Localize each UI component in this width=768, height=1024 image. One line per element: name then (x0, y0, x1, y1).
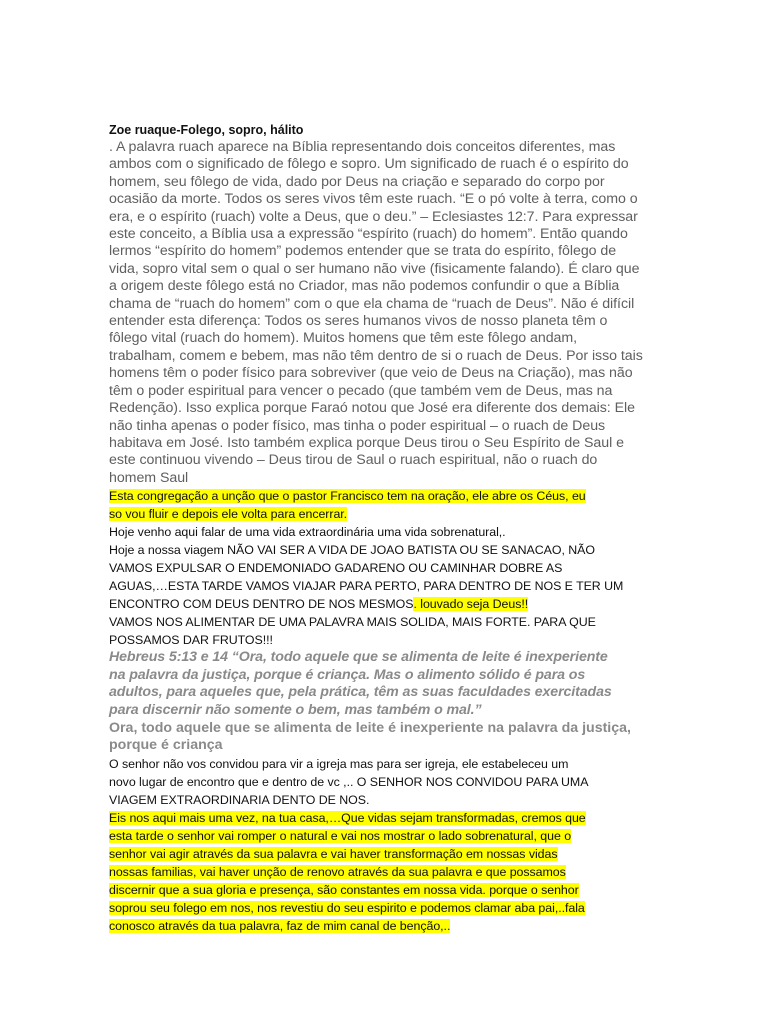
highlighted-line: Eis nos aqui mais uma vez, na tua casa,…Que vidas sejam transformadas, cremos que (109, 810, 586, 825)
quote-ora (109, 720, 661, 755)
text-line: AGUAS,…ESTA TARDE VAMOS VIAJAR PARA PERTO, PARA DENTRO DE NOS E TER UM (109, 579, 624, 594)
intro-line: têm o poder espiritual para vencer o pecado (que também vem de Deus, mas na (109, 382, 613, 399)
bible-quote-hebreus (109, 649, 661, 719)
text-line: VAMOS NOS ALIMENTAR DE UMA PALAVRA MAIS SOLIDA, MAIS FORTE. PARA QUE (109, 615, 596, 630)
text-line: VAMOS EXPULSAR O ENDEMONIADO GADARENO OU CAMINHAR DOBRE AS (109, 561, 563, 576)
highlight-paragraph-2 (109, 809, 661, 935)
intro-line: fôlego vital (ruach do homem). Muitos homens que têm este fôlego andam, (109, 330, 578, 347)
highlighted-line: soprou seu folego em nos, nos revestiu do seu espirito e podemos clamar aba pai,..fala (109, 900, 585, 915)
paragraph-hoje-1 (109, 523, 661, 541)
quote-line: adultos, para aqueles que, pela prática, têm as suas faculdades exercitadas (109, 684, 612, 701)
text-line: novo lugar de encontro que e dentro de vc ,.. O SENHOR NOS CONVIDOU PARA UMA (109, 774, 589, 789)
document-body (109, 122, 661, 935)
intro-line: homem Saul (109, 469, 189, 486)
text-line: POSSAMOS DAR FRUTOS!!! (109, 633, 273, 648)
intro-line: trabalham, comem e bebem, mas não têm dentro de si o ruach de Deus. Por isso tais (109, 347, 643, 364)
quote-line: para discernir não somente o bem, mas também o mal.” (109, 701, 482, 718)
quote-line: Ora, todo aquele que se alimenta de leite é inexperiente na palavra da justiça, (109, 719, 631, 736)
text-line: Hoje venho aqui falar de uma vida extraordinária uma vida sobrenatural,. (109, 525, 506, 540)
intro-line: a origem deste fôlego está no Criador, mas não podemos confundir o que a Bíblia (109, 278, 620, 295)
highlighted-line: so vou fluir e depois ele volta para encerrar. (109, 507, 348, 522)
text-line: ENCONTRO COM DEUS DENTRO DE NOS MESMOS (109, 597, 414, 612)
intro-line: chama de “ruach do homem” com o que ela chama de “ruach de Deus”. Não é difícil (109, 295, 635, 312)
text-line: O senhor não vos convidou para vir a igreja mas para ser igreja, ele estabeleceu um (109, 756, 569, 771)
paragraph-viagem (109, 541, 661, 613)
quote-line: porque é criança (109, 737, 223, 754)
intro-line: Redenção). Isso explica porque Faraó notou que José era diferente dos demais: Ele (109, 400, 635, 417)
text-line: Hoje a nossa viagem NÃO VAI SER A VIDA DE JOAO BATISTA OU SE SANACAO, NÃO (109, 543, 595, 558)
intro-line: habitava em José. Isto também explica porque Deus tirou o Seu Espírito de Saul e (109, 434, 624, 451)
intro-line: homem, seu fôlego de vida, dado por Deus na criação e separado do corpo por (109, 173, 605, 190)
intro-line: lermos “espírito do homem” podemos entender que se trata do espírito, fôlego de (109, 243, 617, 260)
intro-paragraph (109, 139, 661, 487)
text-line: VIAGEM EXTRAORDINARIA DENTO DE NOS. (109, 792, 370, 807)
intro-line: vida, sopro vital sem o qual o ser humano não vive (fisicamente falando). É claro que (109, 260, 640, 277)
intro-line: este continuou vivendo – Deus tirou de Saul o ruach espiritual, não o ruach do (109, 452, 598, 469)
highlighted-phrase: . louvado seja Deus!! (413, 597, 529, 612)
highlighted-line: nossas familias, vai haver unção de renovo através da sua palavra e que possamos (109, 864, 566, 879)
intro-line: não tinha apenas o poder físico, mas tinha o poder espiritual – o ruach de Deus (109, 417, 606, 434)
intro-line: este conceito, a Bíblia usa a expressão “espírito (ruach) do homem”. Então quando (109, 226, 628, 243)
document-title: Zoe ruaque-Folego, sopro, hálito (109, 123, 304, 137)
quote-line: na palavra da justiça, porque é criança. Mas o alimento sólido é para os (109, 666, 586, 683)
highlighted-line: discernir que a sua gloria e presença, são constantes em nossa vida. porque o senhor (109, 882, 579, 897)
intro-line: ambos com o significado de fôlego e sopro. Um significado de ruach é o espírito do (109, 156, 629, 173)
highlighted-line: Esta congregação a unção que o pastor Francisco tem na oração, ele abre os Céus, eu (109, 489, 586, 504)
highlight-paragraph-1 (109, 487, 661, 523)
paragraph-alimentar (109, 613, 661, 649)
highlighted-line: senhor vai agir através da sua palavra e vai haver transformação em nossas vidas (109, 846, 558, 861)
paragraph-senhor (109, 755, 661, 809)
highlighted-line: conosco através da tua palavra, faz de mim canal de benção,.. (109, 918, 451, 933)
intro-line: era, e o espírito (ruach) volte a Deus, que o deu.” – Eclesiastes 12:7. Para expressar (109, 208, 638, 225)
intro-line: entender esta diferença: Todos os seres humanos vivos de nosso planeta têm o (109, 313, 608, 330)
intro-line: ocasião da morte. Todos os seres vivos têm este ruach. “E o pó volte à terra, como o (109, 191, 638, 208)
highlighted-line: esta tarde o senhor vai romper o natural e vai nos mostrar o lado sobrenatural, que o (109, 828, 572, 843)
intro-line: . A palavra ruach aparece na Bíblia representando dois conceitos diferentes, mas (109, 139, 616, 155)
quote-line: Hebreus 5:13 e 14 “Ora, todo aquele que se alimenta de leite é inexperiente (109, 649, 608, 666)
intro-line: homens têm o poder físico para sobreviver (que veio de Deus na Criação), mas não (109, 365, 633, 382)
